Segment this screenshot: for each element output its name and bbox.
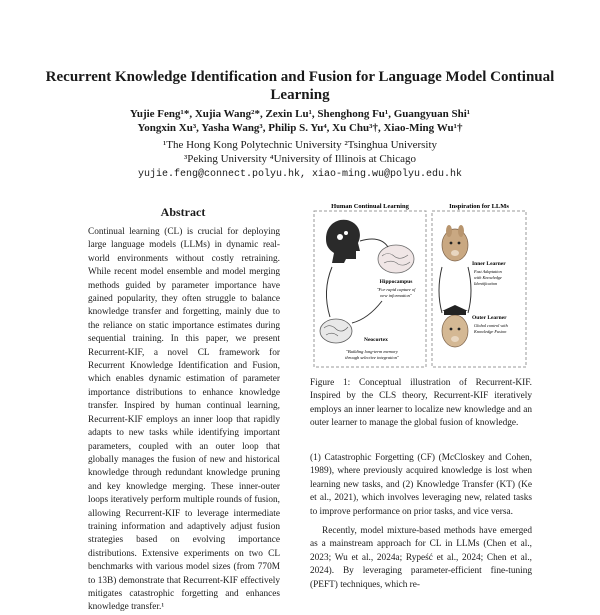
body-paragraph-2: Recently, model mixture-based methods have emerged as a mainstream approach for CL in LLMs (Chen et al., 2023; Wu et al., 2024a; Rypeść et al., 2024; Chen et al., 2024). By leveraging parameter-efficient fine-tuning (PEFT) techniques, which re- — [310, 526, 532, 590]
affiliations-line-1: ¹The Hong Kong Polytechnic University ²Tsinghua University — [162, 139, 438, 151]
right-panel-title: Inspiration for LLMs — [449, 203, 509, 210]
affiliations-line-2: ³Peking University ⁴University of Illinois at Chicago — [184, 153, 416, 165]
hippocampus-brain-icon — [378, 245, 414, 273]
inner-note-2: with Knowledge — [474, 275, 502, 280]
outer-learner-llama-icon — [442, 305, 468, 347]
neocortex-note-2: through selective integration" — [345, 355, 399, 360]
author-emails: yujie.feng@connect.polyu.hk, xiao-ming.wu@polyu.edu.hk — [137, 169, 463, 180]
inner-learner-label: Inner Learner — [472, 261, 506, 267]
figure-1 — [312, 201, 528, 371]
neocortex-label: Neocortex — [364, 337, 388, 343]
authors-line-2: Yongxin Xu³, Yasha Wang³, Philip S. Yu⁴, Xu Chu³†, Xiao-Ming Wu¹† — [137, 122, 463, 134]
affiliations — [40, 138, 560, 166]
outer-note-2: Knowledge Fusion — [474, 329, 507, 334]
inner-note-3: Identification — [474, 281, 498, 286]
arrow-inner-to-outer — [439, 267, 442, 313]
left-panel-title: Human Continual Learning — [331, 203, 409, 210]
human-head-icon — [326, 220, 360, 263]
neocortex-brain-icon — [320, 319, 352, 343]
hippocampus-note-2: new information" — [380, 293, 412, 298]
authors-line-1: Yujie Feng¹*, Xujia Wang²*, Zexin Lu¹, Shenghong Fu¹, Guangyuan Shi¹ — [129, 108, 471, 120]
intro-body — [310, 452, 532, 598]
arrow-hippocampus-to-neocortex — [352, 301, 382, 323]
author-list — [40, 107, 560, 135]
outer-note-1: Global control with — [474, 323, 508, 328]
hippocampus-note-1: "For rapid capture of — [376, 287, 416, 292]
arrow-neocortex-to-head — [326, 267, 332, 317]
hippocampus-label: Hippocampus — [379, 279, 413, 285]
abstract-heading: Abstract — [160, 205, 206, 219]
arrow-head-to-hippocampus — [360, 239, 388, 247]
neocortex-note-1: "Building long-term memory — [346, 349, 398, 354]
body-paragraph-1: (1) Catastrophic Forgetting (CF) (McCloskey and Cohen, 1989), where previously acquired knowledge is lost when learning new tasks, and (2) Knowledge Transfer (KT) (Ke et al., 2021), which involves leveraging new, related tasks to improve performance on prior tasks, and vice versa. — [310, 453, 532, 517]
figure-1-diagram — [312, 201, 528, 371]
abstract-text: Continual learning (CL) is crucial for deploying large language models (LLMs) in dynamic real-world environments without costly retraining. While recent model ensemble and model merging methods guided by parameter importance have gained popularity, they often struggle to balance knowledge transfer and forgetting, mainly due to the reliance on static importance estimates during sequential training. In this paper, we present Recurrent-KIF, a novel CL framework for Recurrent Knowledge Identification and Fusion, which enables dynamic estimation of parameter importance distributions to enhance knowledge transfer. Inspired by human continual learning, Recurrent-KIF employs an inner loop that rapidly adapts to new tasks while identifying important parameters, coupled with an outer loop that globally manages the fusion of new and historical knowledge through redundant knowledge pruning and key knowledge merging. These inner-outer loops iteratively perform multiple rounds of fusion, allowing Recurrent-KIF to leverage intermediate training information and adaptively adjust fusion strategies based on evolving importance distributions. Extensive experiments on two CL benchmarks with various model sizes (from 770M to 13B) demonstrate that Recurrent-KIF effectively mitigates catastrophic forgetting and enhances knowledge transfer.¹ — [88, 227, 280, 613]
paper-title: Recurrent Knowledge Identification and Fusion for Language Model Continual Learning — [45, 69, 555, 103]
figure-1-caption: Figure 1: Conceptual illustration of Recurrent-KIF. Inspired by the CLS theory, Recurrent-KIF iteratively employs an inner learner to localize new knowledge and an outer learner to manage the global fusion of knowledge. — [310, 378, 532, 429]
inner-note-1: Fast Adaptation — [474, 269, 502, 274]
inner-learner-llama-icon — [442, 225, 468, 261]
outer-learner-label: Outer Learner — [472, 315, 507, 321]
arrow-outer-to-inner — [468, 267, 471, 313]
